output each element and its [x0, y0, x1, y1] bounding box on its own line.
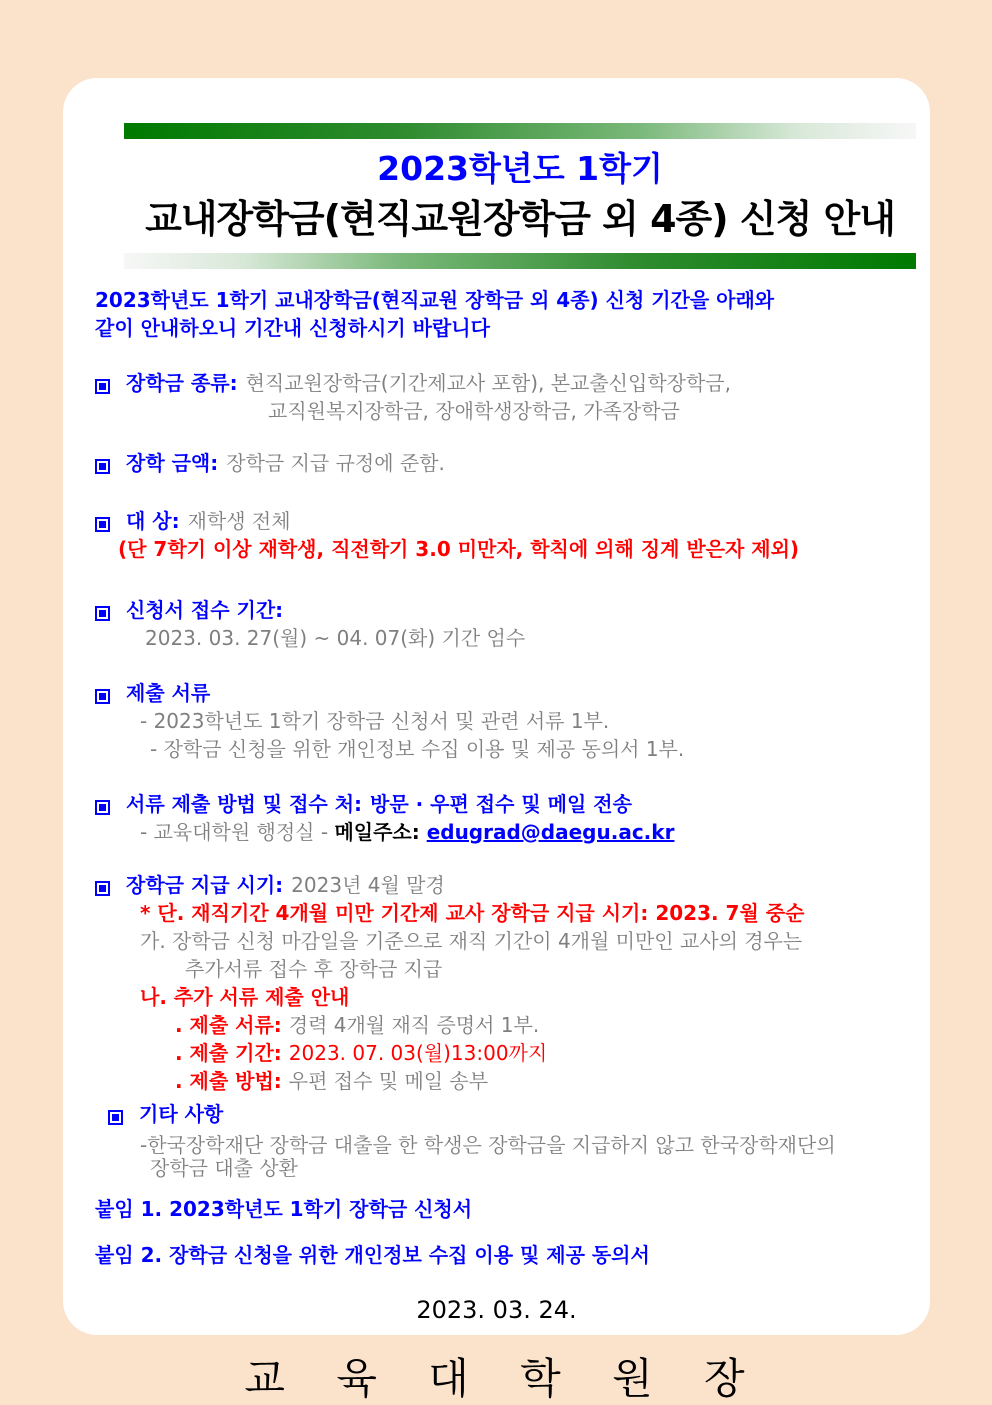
item-payment-time [95, 871, 912, 899]
notice-panel [63, 78, 930, 1403]
extra-how-label: . 제출 방법: [175, 1069, 289, 1093]
extra-doc-value: 경력 4개월 재직 증명서 1부. [288, 1013, 540, 1037]
item-required-documents [95, 679, 912, 707]
square-bullet-icon [95, 459, 110, 474]
office-text: - 교육대학원 행정실 - [140, 820, 335, 844]
item-value: 방문 · 우편 접수 및 메일 전송 [370, 792, 632, 816]
item-label: 기타 사항 [139, 1102, 224, 1126]
item-required-documents-1: - 2023학년도 1학기 장학금 신청서 및 관련 서류 1부. [140, 709, 610, 733]
item-label: 제출 서류 [126, 681, 211, 705]
extra-due-value: 2023. 07. 03(월)13:00까지 [288, 1041, 548, 1065]
payment-case-ga-2: 추가서류 접수 후 장학금 지급 [185, 957, 443, 981]
intro-line-1: 2023학년도 1학기 교내장학금(현직교원 장학금 외 4종) 신청 기간을 아래와 [95, 288, 775, 312]
item-label: 대 상: [126, 509, 180, 533]
item-label: 장학 금액: [126, 451, 219, 475]
item-target [95, 507, 912, 535]
item-label: 장학금 종류: [126, 371, 238, 395]
extra-how-value: 우편 접수 및 메일 송부 [288, 1069, 489, 1093]
item-scholarship-types-cont: 교직원복지장학금, 장애학생장학금, 가족장학금 [268, 399, 680, 423]
item-target-note: (단 7학기 이상 재학생, 직전학기 3.0 미만자, 학칙에 의해 징계 받은자 제외) [118, 537, 800, 561]
item-value: 재학생 전체 [187, 509, 291, 533]
square-bullet-icon [95, 517, 110, 532]
item-scholarship-types [95, 369, 912, 397]
item-submission-office [95, 818, 912, 846]
item-scholarship-amount [95, 449, 912, 477]
item-application-period-value: 2023. 03. 27(월) ~ 04. 07(화) 기간 엄수 [145, 626, 526, 650]
intro-line-2: 같이 안내하오니 기간내 신청하시기 바랍니다 [95, 316, 490, 340]
item-label: 신청서 접수 기간: [126, 598, 284, 622]
header-term: 2023학년도 1학기 [377, 149, 663, 188]
header-rule-bottom [124, 253, 916, 269]
notice-header [124, 123, 916, 269]
etc-line-1: -한국장학재단 장학금 대출을 한 학생은 장학금을 지급하지 않고 한국장학재단의 [140, 1133, 836, 1157]
item-value: 현직교원장학금(기간제교사 포함), 본교출신입학장학금, [245, 371, 731, 395]
item-label: 장학금 지급 시기: [126, 873, 284, 897]
signer-title: 교 육 대 학 원 장 [244, 1354, 749, 1403]
item-required-documents-2: - 장학금 신청을 위한 개인정보 수집 이용 및 제공 동의서 1부. [150, 737, 685, 761]
square-bullet-icon [95, 800, 110, 815]
item-application-period [95, 596, 912, 624]
email-link[interactable]: edugrad@daegu.ac.kr [426, 820, 675, 844]
item-value: 장학금 지급 규정에 준함. [226, 451, 445, 475]
mail-label: 메일주소: [334, 820, 427, 844]
payment-case-na: 나. 추가 서류 제출 안내 [140, 985, 350, 1009]
payment-case-ga-1: 가. 장학금 신청 마감일을 기준으로 재직 기간이 4개월 미만인 교사의 경우는 [140, 929, 803, 953]
page-title: 교내장학금(현직교원장학금 외 4종) 신청 안내 [145, 197, 895, 241]
item-value: 2023년 4월 말경 [291, 873, 445, 897]
square-bullet-icon [95, 689, 110, 704]
item-etc-paragraph [95, 1134, 912, 1180]
item-submission-method [95, 790, 912, 818]
etc-line-2: 장학금 대출 상환 [150, 1156, 298, 1180]
payment-note: * 단. 재직기간 4개월 미만 기간제 교사 장학금 지급 시기: 2023. 7월 중순 [140, 901, 805, 925]
payment-extra-how [95, 1067, 912, 1095]
payment-extra-doc [95, 1011, 912, 1039]
square-bullet-icon [95, 881, 110, 896]
attachment-1: 붙임 1. 2023학년도 1학기 장학금 신청서 [95, 1197, 473, 1221]
square-bullet-icon [108, 1110, 123, 1125]
item-label: 서류 제출 방법 및 접수 처: [126, 792, 363, 816]
square-bullet-icon [95, 379, 110, 394]
attachment-2: 붙임 2. 장학금 신청을 위한 개인정보 수집 이용 및 제공 동의서 [95, 1243, 650, 1267]
square-bullet-icon [95, 606, 110, 621]
payment-extra-due [95, 1039, 912, 1067]
header-rule-top [124, 123, 916, 139]
item-etc [95, 1100, 912, 1128]
extra-due-label: . 제출 기간: [175, 1041, 289, 1065]
notice-date: 2023. 03. 24. [416, 1296, 577, 1324]
notice-body [95, 286, 912, 1180]
extra-doc-label: . 제출 서류: [175, 1013, 289, 1037]
